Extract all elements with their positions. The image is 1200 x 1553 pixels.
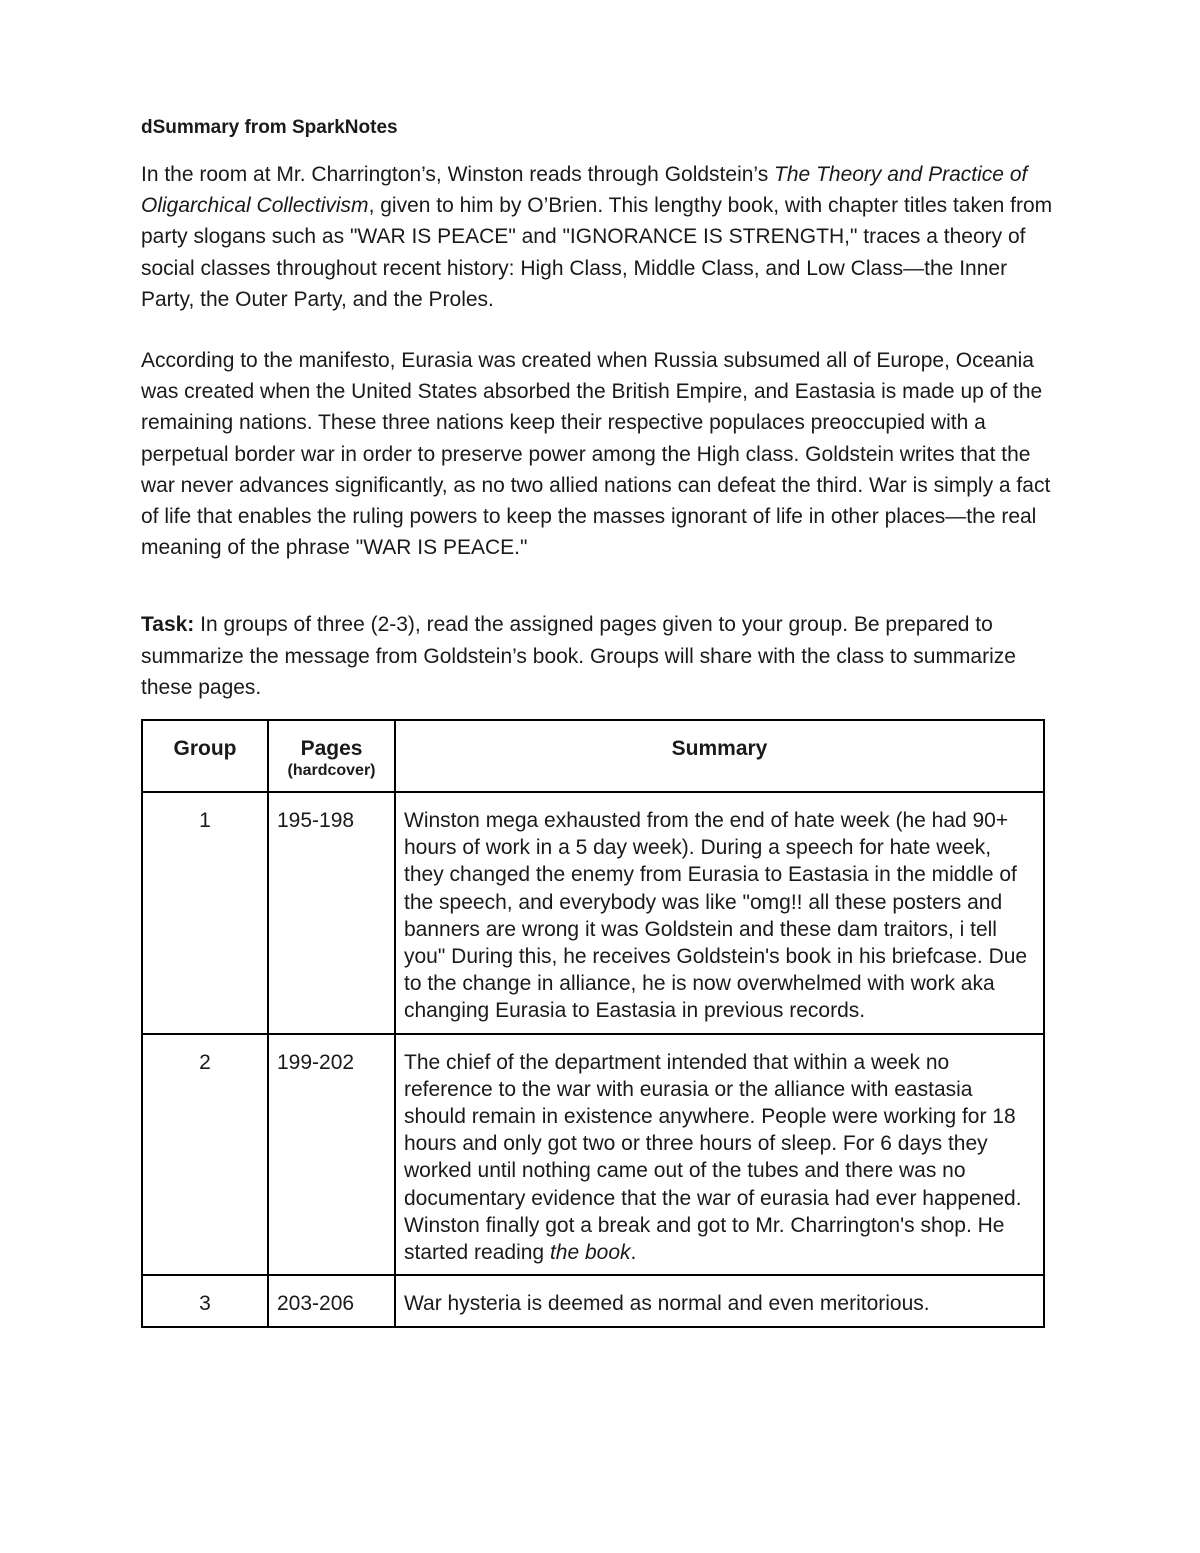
header-group: Group — [142, 720, 268, 792]
table-row — [142, 1034, 1044, 1276]
document-title: dSummary from SparkNotes — [141, 117, 398, 138]
row-group-number: 1 — [142, 792, 268, 1034]
row-summary-text: The chief of the department intended that within a week no reference to the war with eurasia or the alliance with eastasia should remain in existence anywhere. People were working for 18 hours and only got two or three hours of sleep. For 6 days they worked until nothing came out of the tubes and there was no documentary evidence that the war of eurasia had ever happened. Winston finally got a break and got to Mr. Charrington's shop. He started reading — [404, 1050, 1022, 1265]
header-pages — [268, 720, 395, 792]
task-text: In groups of three (2-3), read the assigned pages given to your group. Be prepared to summarize the message from Goldstein’s book. Groups will share with the class to summarize these pages. — [141, 613, 1016, 699]
intro-text-before-title: In the room at Mr. Charrington’s, Winston reads through Goldstein’s — [141, 163, 775, 186]
header-pages-label: Pages — [300, 737, 363, 761]
group-assignment-table — [141, 719, 1045, 1327]
table-row — [142, 792, 1044, 1034]
row-group-number: 2 — [142, 1034, 268, 1276]
row-summary: Winston mega exhausted from the end of hate week (he had 90+ hours of work in a 5 day week). During a speech for hate week, they changed the enemy from Eurasia to Eastasia in the middle of the speech, and everybody was like "omg!! all these posters and banners are wrong it was Goldstein and these dam traitors, i tell you" During this, he receives Goldstein's book in his briefcase. Due to the change in alliance, he is now overwhelmed with work aka changing Eurasia to Eastasia in previous records. — [395, 792, 1044, 1034]
row-group-number: 3 — [142, 1275, 268, 1326]
row-pages: 199-202 — [268, 1034, 395, 1276]
row-pages: 203-206 — [268, 1275, 395, 1326]
row-summary-end: . — [630, 1241, 637, 1265]
document-page — [141, 114, 1061, 1328]
row-summary-italic: the book — [549, 1241, 631, 1265]
task-label: Task: — [141, 613, 195, 637]
header-summary: Summary — [395, 720, 1044, 792]
intro-text-after-title: , given to him by O’Brien. This lengthy book, with chapter titles taken from party slogans such as "WAR IS PEACE" and "IGNORANCE IS STRENGTH," traces a theory of social classes throughout recent history: High Class, Middle Class, and Low Class—the Inner Party, the Outer Party, and the Proles. — [141, 194, 1053, 311]
row-summary: War hysteria is deemed as normal and even meritorious. — [395, 1275, 1044, 1326]
table-row — [142, 1275, 1044, 1326]
header-pages-subtitle: (hardcover) — [287, 762, 376, 780]
task-paragraph — [141, 609, 1061, 703]
row-pages: 195-198 — [268, 792, 395, 1034]
intro-paragraph — [141, 159, 1061, 315]
row-summary — [395, 1034, 1044, 1276]
manifesto-paragraph: According to the manifesto, Eurasia was created when Russia subsumed all of Europe, Oceania was created when the United States absorbed the British Empire, and Eastasia is made up of the remaining nations. These three nations keep their respective populaces preoccupied with a perpetual border war in order to preserve power among the High class. Goldstein writes that the war never advances significantly, as no two allied nations can defeat the third. War is simply a fact of life that enables the ruling powers to keep the masses ignorant of life in other places—the real meaning of the phrase "WAR IS PEACE." — [141, 349, 1051, 560]
book-title: The Theory and Practice of Oligarchical Collectivism — [141, 163, 1028, 218]
table-header-row — [142, 720, 1044, 792]
